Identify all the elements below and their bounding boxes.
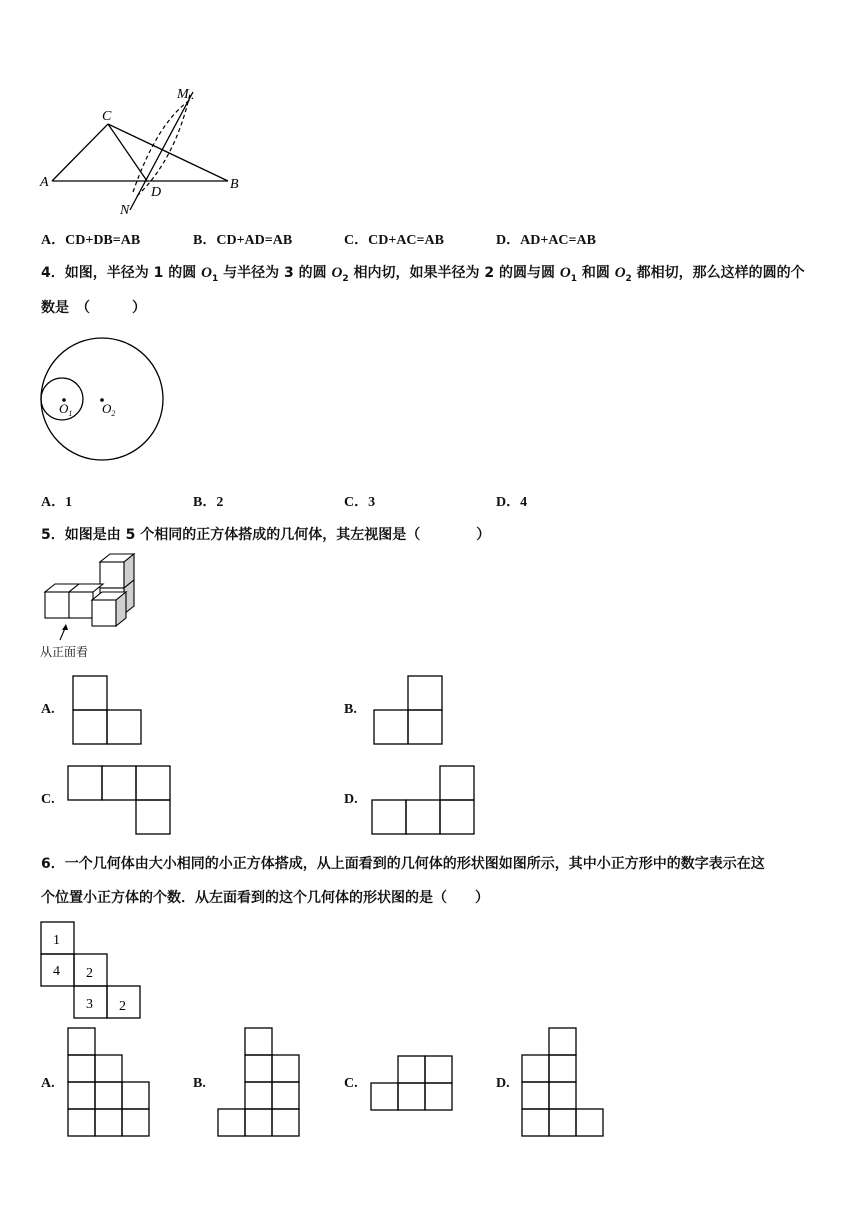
q6-question-line2: 个位置小正方体的个数．从左面看到的这个几何体的形状图的是（ ） [41, 890, 489, 906]
q6-option-a-label[interactable]: A. [41, 1076, 55, 1091]
q4-option-c[interactable]: C．3 [344, 495, 376, 510]
label-D: D [151, 185, 162, 200]
q5-question: 5．如图是由 5 个相同的正方体搭成的几何体，其左视图是（ ） [41, 527, 491, 543]
q6-option-c-label[interactable]: C. [344, 1076, 358, 1091]
svg-text:O2: $O_2$ [102, 401, 116, 418]
q3-option-a[interactable]: A．CD+DB=AB [41, 233, 141, 248]
q6-top-view-grid [40, 920, 142, 1020]
q5-option-c-label[interactable]: C. [41, 792, 55, 807]
grid-number: 2 [86, 966, 93, 981]
q4-question-line1: 4．如图，半径为 1 的圆 $O_1$ 与半径为 3 的圆 $O_2$ 相内切，如果半径为 2 的圆与圆 $O_1$ 和圆 $O_2$ 都相切，那么这样的圆的个 [41, 265, 805, 284]
grid-number: 1 [53, 933, 60, 948]
q5-view-label: 从正面看 [40, 645, 89, 659]
q5-option-d-label[interactable]: D. [344, 792, 358, 807]
q6-option-c-figure[interactable] [369, 1053, 453, 1113]
q6-option-b-figure[interactable] [216, 1026, 300, 1138]
label-C: C [102, 109, 112, 124]
q4-option-d[interactable]: D．4 [496, 495, 528, 510]
q6-question-line1: 6．一个几何体由大小相同的小正方体搭成，从上面看到的几何体的形状图如图所示，其中小正方形中的数字表示在这 [41, 856, 765, 872]
q6-option-a-figure[interactable] [66, 1026, 150, 1138]
svg-text:O1: $O_1$ [59, 401, 73, 418]
q3-triangle-figure [30, 80, 250, 220]
q5-option-b-label[interactable]: B. [344, 702, 357, 717]
q5-option-b-figure[interactable] [372, 674, 448, 746]
label-A: A [40, 175, 49, 190]
q6-option-d-figure[interactable] [520, 1026, 604, 1138]
q5-option-a-figure[interactable] [70, 674, 146, 746]
q4-option-b[interactable]: B．2 [193, 495, 224, 510]
q3-option-c[interactable]: C．CD+AC=AB [344, 233, 444, 248]
q4-question-line2: 数是 （ ） [41, 300, 146, 316]
grid-number: 4 [53, 964, 60, 979]
label-N: N [120, 203, 130, 218]
q5-option-a-label[interactable]: A. [41, 702, 55, 717]
q3-option-d[interactable]: D．AD+AC=AB [496, 233, 596, 248]
q4-option-a[interactable]: A．1 [41, 495, 73, 510]
q6-option-d-label[interactable]: D. [496, 1076, 510, 1091]
q5-option-d-figure[interactable] [370, 764, 478, 836]
label-M: M [177, 87, 189, 102]
q6-option-b-label[interactable]: B. [193, 1076, 206, 1091]
q5-option-c-figure[interactable] [66, 764, 174, 836]
label-B: B [230, 177, 239, 192]
q4-circles-figure [36, 332, 176, 472]
q3-option-b[interactable]: B．CD+AD=AB [193, 233, 293, 248]
grid-number: 2 [119, 999, 126, 1014]
grid-number: 3 [86, 997, 93, 1012]
